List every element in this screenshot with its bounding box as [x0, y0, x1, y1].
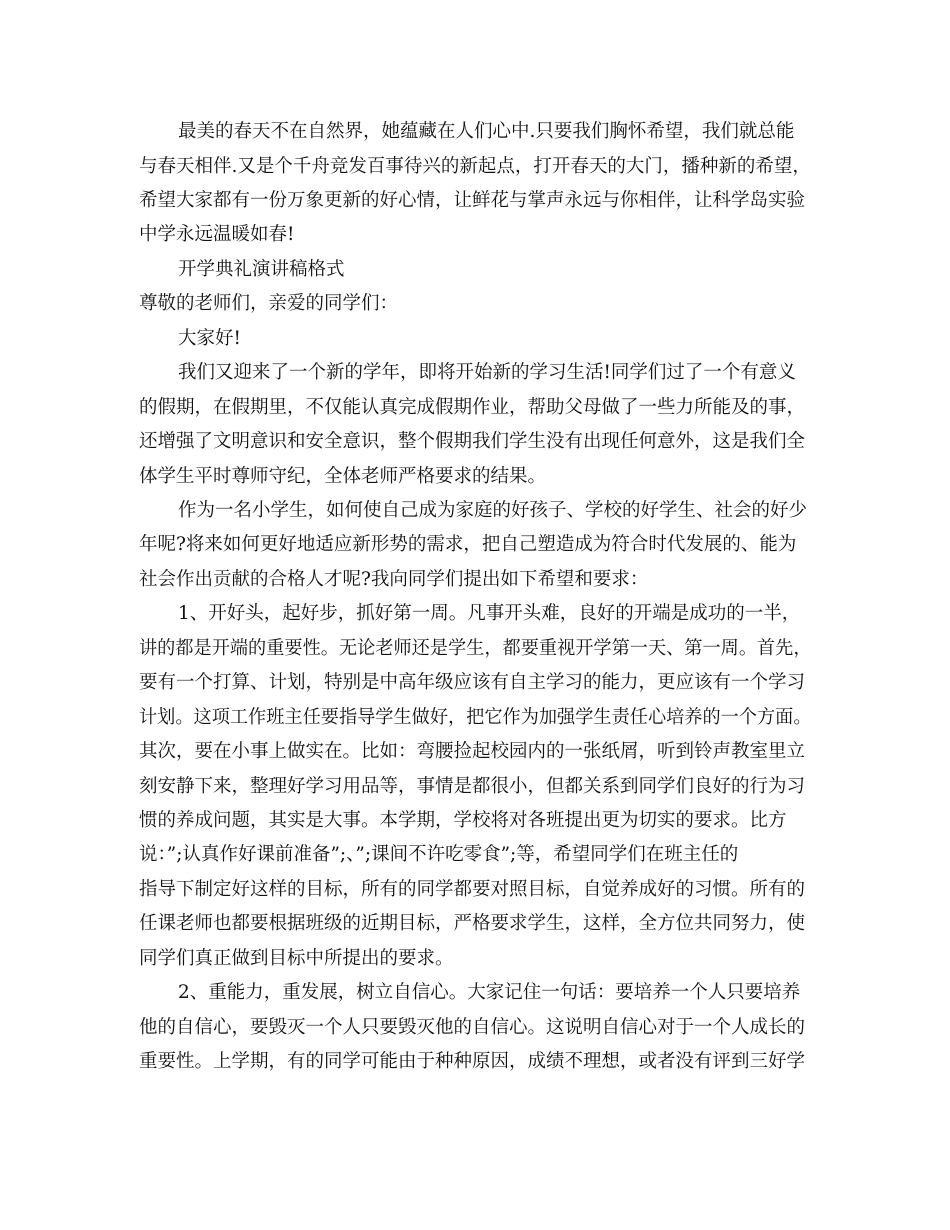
paragraph-line: 刻安静下来，整理好学习用品等，事情是都很小，但都关系到同学们良好的行为习: [139, 776, 806, 797]
paragraph-line: 惯的养成问题，其实是大事。本学期，学校将对各班提出更为切实的要求。比方: [139, 810, 787, 831]
salutation: 尊敬的老师们，亲爱的同学们：: [139, 293, 399, 314]
paragraph-line: 任课老师也都要根据班级的近期目标，严格要求学生，这样，全方位共同努力，使: [139, 913, 806, 934]
paragraph-line: 最美的春天不在自然界，她蕴藏在人们心中.只要我们胸怀希望，我们就总能: [178, 121, 795, 142]
section-heading: 开学典礼演讲稿格式: [178, 259, 345, 280]
paragraph-line: 与春天相伴.又是个千舟竞发百事待兴的新起点，打开春天的大门，播种新的希望，: [139, 156, 811, 177]
paragraph-line: 年呢?将来如何更好地适应新形势的需求，把自己塑造成为符合时代发展的、能为: [139, 534, 797, 555]
paragraph-line: 说：”;认真作好课前准备”;、”;课间不许吃零食”;等，希望同学们在班主任的: [139, 844, 739, 865]
paragraph-line: 指导下制定好这样的目标，所有的同学都要对照目标，自觉养成好的习惯。所有的: [139, 879, 806, 900]
paragraph-line: 中学永远温暖如春!: [139, 224, 295, 245]
paragraph-line: 重要性。上学期，有的同学可能由于种种原因，成绩不理想，或者没有评到三好学: [139, 1051, 806, 1072]
paragraph-line: 体学生平时尊师守纪，全体老师严格要求的结果。: [139, 466, 547, 487]
paragraph-line: 讲的都是开端的重要性。无论老师还是学生，都要重视开学第一天、第一周。首先，: [139, 638, 812, 659]
paragraph-line: 2、重能力，重发展，树立自信心。大家记住一句话：要培养一个人只要培养: [178, 982, 801, 1003]
paragraph-line: 其次，要在小事上做实在。比如：弯腰捡起校园内的一张纸屑，听到铃声教室里立: [139, 741, 806, 762]
paragraph-line: 的假期，在假期里，不仅能认真完成假期作业，帮助父母做了一些力所能及的事，: [139, 397, 806, 418]
paragraph-line: 要有一个打算、计划，特别是中高年级应该有自主学习的能力，更应该有一个学习: [139, 672, 806, 693]
paragraph-line: 希望大家都有一份万象更新的好心情，让鲜花与掌声永远与你相伴，让科学岛实验: [139, 190, 806, 211]
paragraph-line: 1、开好头，起好步，抓好第一周。凡事开头难，良好的开端是成功的一半，: [178, 603, 801, 624]
paragraph-line: 作为一名小学生，如何使自己成为家庭的好孩子、学校的好学生、社会的好少: [178, 500, 808, 521]
paragraph-line: 同学们真正做到目标中所提出的要求。: [139, 948, 454, 969]
paragraph-line: 他的自信心，要毁灭一个人只要毁灭他的自信心。这说明自信心对于一个人成长的: [139, 1017, 806, 1038]
paragraph-line: 计划。这项工作班主任要指导学生做好，把它作为加强学生责任心培养的一个方面。: [139, 707, 812, 728]
paragraph-line: 我们又迎来了一个新的学年，即将开始新的学习生活!同学们过了一个有意义: [178, 362, 796, 383]
paragraph-line: 还增强了文明意识和安全意识，整个假期我们学生没有出现任何意外，这是我们全: [139, 431, 806, 452]
greeting: 大家好!: [178, 328, 241, 349]
paragraph-line: 社会作出贡献的合格人才呢?我向同学们提出如下希望和要求：: [139, 569, 649, 590]
